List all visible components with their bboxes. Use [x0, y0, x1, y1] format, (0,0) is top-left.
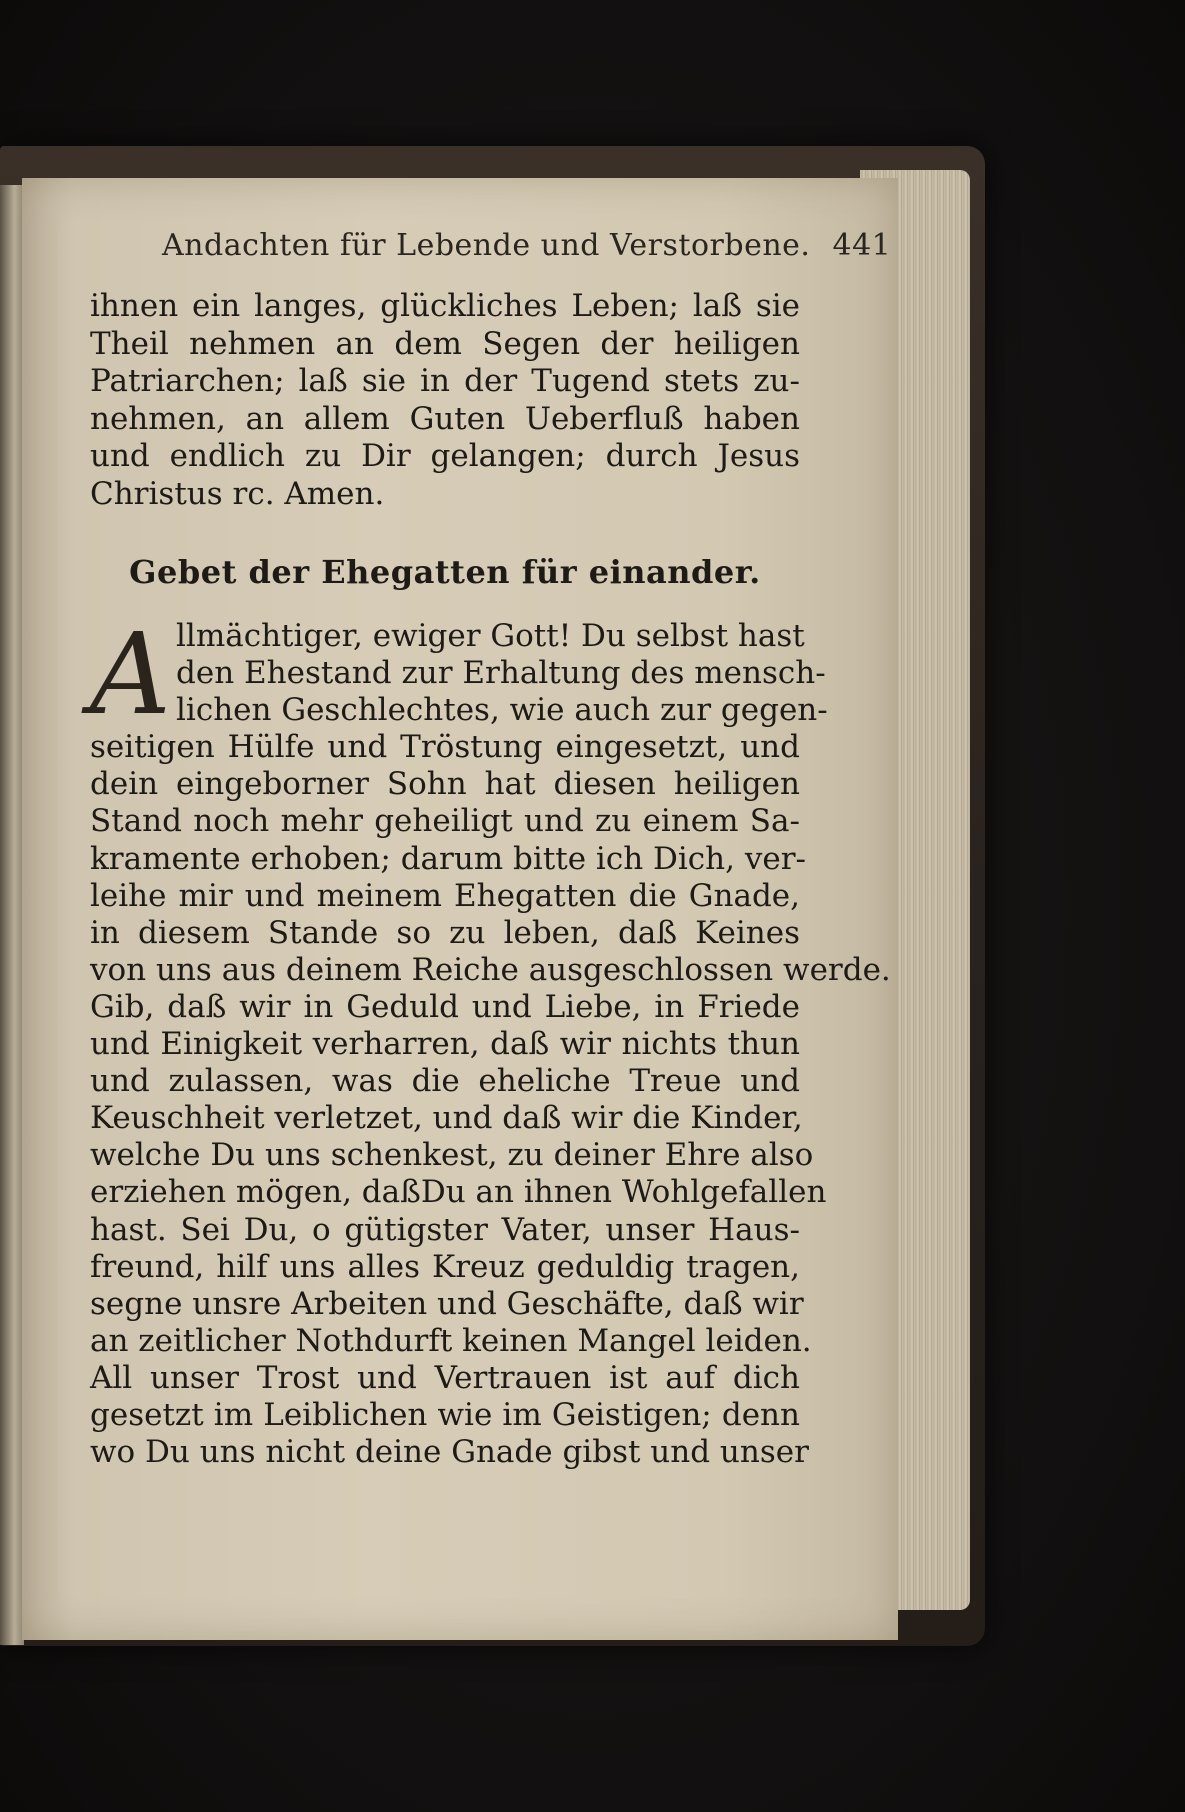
text-line: gesetzt im Leiblichen wie im Geistigen; denn	[90, 1396, 800, 1433]
text-line: und zulassen, was die eheliche Treue und	[90, 1063, 800, 1100]
text-line: seitigen Hülfe und Tröstung eingesetzt, und	[90, 729, 800, 766]
text-line: ihnen ein langes, glückliches Leben; laß sie	[90, 288, 800, 324]
text-line: in diesem Stande so zu leben, daß Keines	[90, 914, 800, 951]
text-line: llmächtiger, ewiger Gott! Du selbst hast	[176, 618, 805, 654]
text-line: welche Du uns schenkest, zu deiner Ehre also	[90, 1137, 814, 1174]
text-line: wo Du uns nicht deine Gnade gibst und unser	[90, 1434, 809, 1471]
top-paragraph	[90, 288, 800, 513]
text-line: Gib, daß wir in Geduld und Liebe, in Friede	[90, 988, 800, 1025]
text-line: dein eingeborner Sohn hat diesen heiligen	[90, 766, 800, 803]
text-line: Patriarchen; laß sie in der Tugend stets zu-	[90, 363, 800, 399]
text-line: nehmen, an allem Guten Ueberfluß haben	[90, 400, 800, 437]
book-page	[22, 178, 898, 1640]
facing-page-edge	[0, 185, 24, 1645]
text-line: Christus rc. Amen.	[90, 475, 385, 512]
text-line: lichen Geschlechtes, wie auch zur gegen-	[176, 692, 828, 729]
text-line: Stand noch mehr geheiligt und zu einem Sa-	[90, 803, 800, 840]
drop-cap-initial: A	[90, 610, 171, 740]
text-line: hast. Sei Du, o gütigster Vater, unser Haus-	[90, 1211, 800, 1248]
text-line: All unser Trost und Vertrauen ist auf dich	[90, 1359, 800, 1396]
text-line: an zeitlicher Nothdurft keinen Mangel leiden.	[90, 1322, 812, 1359]
text-line: von uns aus deinem Reiche ausgeschlossen werde.	[90, 951, 891, 988]
text-line: segne unsre Arbeiten und Geschäfte, daß wir	[90, 1285, 804, 1322]
running-head-title: Andachten für Lebende und Verstorbene.	[162, 228, 811, 263]
text-line: kramente erhoben; darum bitte ich Dich, ver-	[90, 840, 806, 877]
text-line: und Einigkeit verharren, daß wir nichts thun	[90, 1026, 800, 1063]
section-title: Gebet der Ehegatten für einander.	[129, 553, 761, 591]
prayer-text	[90, 610, 891, 1471]
text-line: Keuschheit verletzet, und daß wir die Kinder,	[90, 1100, 803, 1137]
running-head	[162, 228, 892, 263]
text-line: den Ehestand zur Erhaltung des mensch-	[176, 655, 826, 692]
text-line: Theil nehmen an dem Segen der heiligen	[90, 325, 800, 362]
text-line: und endlich zu Dir gelangen; durch Jesus	[90, 438, 800, 474]
text-line: leihe mir und meinem Ehegatten die Gnade,	[90, 877, 800, 914]
text-line: erziehen mögen, daßDu an ihnen Wohlgefallen	[90, 1174, 827, 1211]
page-number: 441	[832, 228, 892, 263]
text-line: freund, hilf uns alles Kreuz geduldig tragen,	[90, 1248, 800, 1285]
